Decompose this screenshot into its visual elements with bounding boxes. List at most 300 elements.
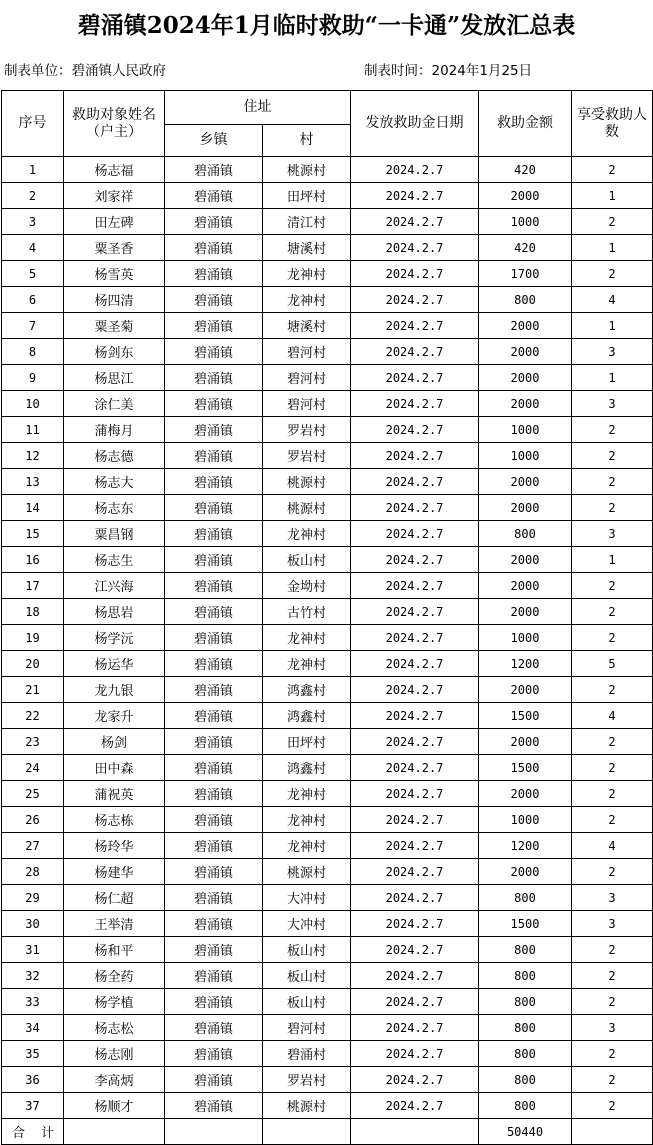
header-amount: 救助金额 <box>479 91 572 157</box>
amount-cell: 420 <box>479 157 572 183</box>
date-cell: 2024.2.7 <box>351 625 479 651</box>
date-cell: 2024.2.7 <box>351 365 479 391</box>
village-cell: 清江村 <box>263 209 351 235</box>
people-cell: 2 <box>572 573 653 599</box>
table-row <box>2 469 653 495</box>
table-row <box>2 313 653 339</box>
seq-cell: 3 <box>2 209 64 235</box>
people-cell: 4 <box>572 703 653 729</box>
name-cell: 龙家升 <box>64 703 165 729</box>
amount-cell: 2000 <box>479 859 572 885</box>
table-row <box>2 729 653 755</box>
village-cell: 鸿鑫村 <box>263 755 351 781</box>
amount-cell: 800 <box>479 1041 572 1067</box>
amount-cell: 1500 <box>479 911 572 937</box>
town-cell: 碧涌镇 <box>165 781 263 807</box>
name-cell: 杨志松 <box>64 1015 165 1041</box>
amount-cell: 800 <box>479 521 572 547</box>
date-cell: 2024.2.7 <box>351 157 479 183</box>
table-row <box>2 781 653 807</box>
town-cell: 碧涌镇 <box>165 521 263 547</box>
town-cell: 碧涌镇 <box>165 859 263 885</box>
seq-cell: 26 <box>2 807 64 833</box>
town-cell: 碧涌镇 <box>165 833 263 859</box>
table-row <box>2 1067 653 1093</box>
village-cell: 鸿鑫村 <box>263 703 351 729</box>
table-row <box>2 625 653 651</box>
header-village: 村 <box>263 125 351 157</box>
seq-cell: 36 <box>2 1067 64 1093</box>
people-cell: 2 <box>572 495 653 521</box>
amount-cell: 1200 <box>479 651 572 677</box>
date-cell: 2024.2.7 <box>351 547 479 573</box>
total-row <box>2 1119 653 1145</box>
amount-cell: 800 <box>479 287 572 313</box>
date-cell: 2024.2.7 <box>351 703 479 729</box>
town-cell: 碧涌镇 <box>165 183 263 209</box>
people-cell: 2 <box>572 781 653 807</box>
people-cell: 2 <box>572 157 653 183</box>
table-row <box>2 235 653 261</box>
name-cell: 粟圣菊 <box>64 313 165 339</box>
name-cell: 杨运华 <box>64 651 165 677</box>
town-cell: 碧涌镇 <box>165 495 263 521</box>
town-cell: 碧涌镇 <box>165 885 263 911</box>
amount-cell: 2000 <box>479 547 572 573</box>
table-row <box>2 339 653 365</box>
amount-cell: 2000 <box>479 391 572 417</box>
amount-cell: 2000 <box>479 677 572 703</box>
header-town: 乡镇 <box>165 125 263 157</box>
seq-cell: 13 <box>2 469 64 495</box>
amount-cell: 1000 <box>479 625 572 651</box>
table-row <box>2 937 653 963</box>
name-cell: 杨和平 <box>64 937 165 963</box>
name-cell: 杨志栋 <box>64 807 165 833</box>
table-row <box>2 417 653 443</box>
name-cell: 田中森 <box>64 755 165 781</box>
people-cell: 2 <box>572 599 653 625</box>
town-cell: 碧涌镇 <box>165 365 263 391</box>
date-cell: 2024.2.7 <box>351 755 479 781</box>
seq-cell: 32 <box>2 963 64 989</box>
village-cell: 碧河村 <box>263 1015 351 1041</box>
name-cell: 杨玲华 <box>64 833 165 859</box>
date-cell: 2024.2.7 <box>351 313 479 339</box>
date-cell: 2024.2.7 <box>351 521 479 547</box>
table-row <box>2 521 653 547</box>
amount-cell: 1000 <box>479 209 572 235</box>
village-cell: 塘溪村 <box>263 235 351 261</box>
name-cell: 江兴海 <box>64 573 165 599</box>
people-cell: 2 <box>572 1093 653 1119</box>
seq-cell: 35 <box>2 1041 64 1067</box>
date-cell: 2024.2.7 <box>351 1015 479 1041</box>
people-cell: 2 <box>572 807 653 833</box>
seq-cell: 14 <box>2 495 64 521</box>
town-cell: 碧涌镇 <box>165 729 263 755</box>
people-cell: 2 <box>572 989 653 1015</box>
name-cell: 杨思江 <box>64 365 165 391</box>
table-row <box>2 209 653 235</box>
village-cell: 碧河村 <box>263 365 351 391</box>
relief-summary-table <box>1 90 653 1145</box>
village-cell: 大冲村 <box>263 911 351 937</box>
name-cell: 粟昌钢 <box>64 521 165 547</box>
table-row <box>2 859 653 885</box>
town-cell: 碧涌镇 <box>165 339 263 365</box>
village-cell: 龙神村 <box>263 781 351 807</box>
name-cell: 杨学植 <box>64 989 165 1015</box>
name-cell: 田左碑 <box>64 209 165 235</box>
amount-cell: 800 <box>479 963 572 989</box>
amount-cell: 2000 <box>479 183 572 209</box>
total-cell-empty <box>572 1119 653 1145</box>
date-cell: 2024.2.7 <box>351 261 479 287</box>
village-cell: 板山村 <box>263 547 351 573</box>
seq-cell: 9 <box>2 365 64 391</box>
table-row <box>2 365 653 391</box>
town-cell: 碧涌镇 <box>165 157 263 183</box>
people-cell: 2 <box>572 443 653 469</box>
date-cell: 2024.2.7 <box>351 1093 479 1119</box>
village-cell: 碧涌村 <box>263 1041 351 1067</box>
date-cell: 2024.2.7 <box>351 287 479 313</box>
table-row <box>2 261 653 287</box>
date-cell: 2024.2.7 <box>351 391 479 417</box>
name-cell: 杨四清 <box>64 287 165 313</box>
table-row <box>2 885 653 911</box>
amount-cell: 800 <box>479 937 572 963</box>
date-cell: 2024.2.7 <box>351 1067 479 1093</box>
date-cell: 2024.2.7 <box>351 495 479 521</box>
people-cell: 2 <box>572 469 653 495</box>
town-cell: 碧涌镇 <box>165 417 263 443</box>
total-cell-empty <box>64 1119 165 1145</box>
town-cell: 碧涌镇 <box>165 807 263 833</box>
village-cell: 桃源村 <box>263 469 351 495</box>
people-cell: 2 <box>572 1041 653 1067</box>
seq-cell: 18 <box>2 599 64 625</box>
village-cell: 大冲村 <box>263 885 351 911</box>
name-cell: 杨雪英 <box>64 261 165 287</box>
header-date: 发放救助金日期 <box>351 91 479 157</box>
people-cell: 1 <box>572 547 653 573</box>
header-address: 住址 <box>165 91 351 125</box>
seq-cell: 33 <box>2 989 64 1015</box>
village-cell: 龙神村 <box>263 625 351 651</box>
people-cell: 1 <box>572 235 653 261</box>
issuing-unit: 制表单位：碧涌镇人民政府 <box>4 63 166 79</box>
people-cell: 3 <box>572 1015 653 1041</box>
people-cell: 3 <box>572 391 653 417</box>
seq-cell: 37 <box>2 1093 64 1119</box>
date-cell: 2024.2.7 <box>351 859 479 885</box>
people-cell: 3 <box>572 911 653 937</box>
village-cell: 桃源村 <box>263 157 351 183</box>
amount-cell: 1000 <box>479 807 572 833</box>
date-cell: 2024.2.7 <box>351 677 479 703</box>
date-cell: 2024.2.7 <box>351 729 479 755</box>
seq-cell: 27 <box>2 833 64 859</box>
name-cell: 涂仁美 <box>64 391 165 417</box>
town-cell: 碧涌镇 <box>165 1067 263 1093</box>
date-cell: 2024.2.7 <box>351 937 479 963</box>
date-cell: 2024.2.7 <box>351 911 479 937</box>
town-cell: 碧涌镇 <box>165 391 263 417</box>
name-cell: 粟圣香 <box>64 235 165 261</box>
people-cell: 1 <box>572 313 653 339</box>
amount-cell: 800 <box>479 885 572 911</box>
town-cell: 碧涌镇 <box>165 1041 263 1067</box>
town-cell: 碧涌镇 <box>165 209 263 235</box>
date-cell: 2024.2.7 <box>351 443 479 469</box>
people-cell: 2 <box>572 755 653 781</box>
table-row <box>2 573 653 599</box>
name-cell: 杨思岩 <box>64 599 165 625</box>
town-cell: 碧涌镇 <box>165 469 263 495</box>
town-cell: 碧涌镇 <box>165 235 263 261</box>
table-row <box>2 1041 653 1067</box>
date-cell: 2024.2.7 <box>351 235 479 261</box>
name-cell: 杨学沅 <box>64 625 165 651</box>
seq-cell: 34 <box>2 1015 64 1041</box>
seq-cell: 25 <box>2 781 64 807</box>
people-cell: 3 <box>572 339 653 365</box>
date-cell: 2024.2.7 <box>351 781 479 807</box>
table-row <box>2 1015 653 1041</box>
table-row <box>2 443 653 469</box>
village-cell: 板山村 <box>263 937 351 963</box>
village-cell: 龙神村 <box>263 287 351 313</box>
page-title: 碧涌镇2024年1月临时救助“一卡通”发放汇总表 <box>77 12 576 39</box>
village-cell: 田坪村 <box>263 729 351 755</box>
amount-cell: 1500 <box>479 703 572 729</box>
name-cell: 杨志德 <box>64 443 165 469</box>
people-cell: 5 <box>572 651 653 677</box>
amount-cell: 2000 <box>479 495 572 521</box>
people-cell: 2 <box>572 1067 653 1093</box>
amount-cell: 2000 <box>479 365 572 391</box>
people-cell: 3 <box>572 885 653 911</box>
date-cell: 2024.2.7 <box>351 989 479 1015</box>
name-cell: 李高炳 <box>64 1067 165 1093</box>
name-cell: 杨全药 <box>64 963 165 989</box>
amount-cell: 2000 <box>479 781 572 807</box>
table-row <box>2 989 653 1015</box>
town-cell: 碧涌镇 <box>165 989 263 1015</box>
people-cell: 4 <box>572 833 653 859</box>
name-cell: 杨仁超 <box>64 885 165 911</box>
amount-cell: 1200 <box>479 833 572 859</box>
seq-cell: 11 <box>2 417 64 443</box>
header-name: 救助对象姓名（户主） <box>64 91 165 157</box>
town-cell: 碧涌镇 <box>165 937 263 963</box>
village-cell: 龙神村 <box>263 261 351 287</box>
amount-cell: 2000 <box>479 573 572 599</box>
date-cell: 2024.2.7 <box>351 183 479 209</box>
total-cell-empty <box>351 1119 479 1145</box>
date-cell: 2024.2.7 <box>351 833 479 859</box>
seq-cell: 24 <box>2 755 64 781</box>
date-cell: 2024.2.7 <box>351 469 479 495</box>
people-cell: 2 <box>572 963 653 989</box>
seq-cell: 2 <box>2 183 64 209</box>
amount-cell: 800 <box>479 1093 572 1119</box>
total-label: 合 计 <box>2 1119 64 1145</box>
table-row <box>2 807 653 833</box>
town-cell: 碧涌镇 <box>165 547 263 573</box>
amount-cell: 1000 <box>479 443 572 469</box>
seq-cell: 23 <box>2 729 64 755</box>
date-cell: 2024.2.7 <box>351 885 479 911</box>
seq-cell: 7 <box>2 313 64 339</box>
name-cell: 杨顺才 <box>64 1093 165 1119</box>
name-cell: 王举清 <box>64 911 165 937</box>
amount-cell: 1000 <box>479 417 572 443</box>
seq-cell: 30 <box>2 911 64 937</box>
town-cell: 碧涌镇 <box>165 599 263 625</box>
amount-cell: 2000 <box>479 599 572 625</box>
seq-cell: 20 <box>2 651 64 677</box>
seq-cell: 22 <box>2 703 64 729</box>
table-row <box>2 833 653 859</box>
seq-cell: 10 <box>2 391 64 417</box>
header-people: 享受救助人数 <box>572 91 653 157</box>
date-cell: 2024.2.7 <box>351 339 479 365</box>
table-row <box>2 677 653 703</box>
table-row <box>2 911 653 937</box>
amount-cell: 420 <box>479 235 572 261</box>
village-cell: 碧河村 <box>263 391 351 417</box>
town-cell: 碧涌镇 <box>165 755 263 781</box>
village-cell: 罗岩村 <box>263 443 351 469</box>
table-row <box>2 183 653 209</box>
village-cell: 鸿鑫村 <box>263 677 351 703</box>
village-cell: 罗岩村 <box>263 417 351 443</box>
people-cell: 2 <box>572 625 653 651</box>
people-cell: 2 <box>572 417 653 443</box>
village-cell: 塘溪村 <box>263 313 351 339</box>
people-cell: 1 <box>572 365 653 391</box>
amount-cell: 1700 <box>479 261 572 287</box>
table-row <box>2 703 653 729</box>
table-row <box>2 391 653 417</box>
town-cell: 碧涌镇 <box>165 573 263 599</box>
village-cell: 桃源村 <box>263 495 351 521</box>
people-cell: 4 <box>572 287 653 313</box>
town-cell: 碧涌镇 <box>165 911 263 937</box>
total-cell-empty <box>263 1119 351 1145</box>
people-cell: 2 <box>572 677 653 703</box>
village-cell: 罗岩村 <box>263 1067 351 1093</box>
total-amount: 50440 <box>479 1119 572 1145</box>
amount-cell: 2000 <box>479 729 572 755</box>
date-cell: 2024.2.7 <box>351 573 479 599</box>
town-cell: 碧涌镇 <box>165 963 263 989</box>
village-cell: 板山村 <box>263 989 351 1015</box>
village-cell: 板山村 <box>263 963 351 989</box>
village-cell: 桃源村 <box>263 1093 351 1119</box>
seq-cell: 31 <box>2 937 64 963</box>
name-cell: 杨志福 <box>64 157 165 183</box>
name-cell: 刘家祥 <box>64 183 165 209</box>
town-cell: 碧涌镇 <box>165 443 263 469</box>
name-cell: 蒲祝英 <box>64 781 165 807</box>
table-row <box>2 157 653 183</box>
date-cell: 2024.2.7 <box>351 1041 479 1067</box>
name-cell: 杨建华 <box>64 859 165 885</box>
amount-cell: 1500 <box>479 755 572 781</box>
town-cell: 碧涌镇 <box>165 261 263 287</box>
name-cell: 杨剑 <box>64 729 165 755</box>
village-cell: 桃源村 <box>263 859 351 885</box>
village-cell: 田坪村 <box>263 183 351 209</box>
name-cell: 蒲梅月 <box>64 417 165 443</box>
amount-cell: 2000 <box>479 313 572 339</box>
date-cell: 2024.2.7 <box>351 599 479 625</box>
table-row <box>2 963 653 989</box>
name-cell: 杨志生 <box>64 547 165 573</box>
town-cell: 碧涌镇 <box>165 651 263 677</box>
amount-cell: 800 <box>479 1015 572 1041</box>
village-cell: 龙神村 <box>263 807 351 833</box>
people-cell: 2 <box>572 937 653 963</box>
table-row <box>2 547 653 573</box>
name-cell: 杨剑东 <box>64 339 165 365</box>
table-row <box>2 755 653 781</box>
village-cell: 龙神村 <box>263 651 351 677</box>
amount-cell: 800 <box>479 1067 572 1093</box>
table-row <box>2 1093 653 1119</box>
issue-time: 制表时间：2024年1月25日 <box>364 63 533 79</box>
village-cell: 碧河村 <box>263 339 351 365</box>
date-cell: 2024.2.7 <box>351 417 479 443</box>
town-cell: 碧涌镇 <box>165 703 263 729</box>
seq-cell: 28 <box>2 859 64 885</box>
seq-cell: 8 <box>2 339 64 365</box>
town-cell: 碧涌镇 <box>165 287 263 313</box>
date-cell: 2024.2.7 <box>351 209 479 235</box>
date-cell: 2024.2.7 <box>351 651 479 677</box>
people-cell: 2 <box>572 859 653 885</box>
name-cell: 杨志东 <box>64 495 165 521</box>
people-cell: 1 <box>572 183 653 209</box>
amount-cell: 2000 <box>479 469 572 495</box>
seq-cell: 15 <box>2 521 64 547</box>
seq-cell: 16 <box>2 547 64 573</box>
village-cell: 金坳村 <box>263 573 351 599</box>
village-cell: 龙神村 <box>263 833 351 859</box>
village-cell: 古竹村 <box>263 599 351 625</box>
people-cell: 2 <box>572 729 653 755</box>
table-row <box>2 287 653 313</box>
name-cell: 杨志刚 <box>64 1041 165 1067</box>
village-cell: 龙神村 <box>263 521 351 547</box>
seq-cell: 12 <box>2 443 64 469</box>
people-cell: 2 <box>572 209 653 235</box>
people-cell: 2 <box>572 261 653 287</box>
name-cell: 龙九银 <box>64 677 165 703</box>
table-row <box>2 599 653 625</box>
table-row <box>2 495 653 521</box>
town-cell: 碧涌镇 <box>165 313 263 339</box>
seq-cell: 21 <box>2 677 64 703</box>
name-cell: 杨志大 <box>64 469 165 495</box>
date-cell: 2024.2.7 <box>351 807 479 833</box>
amount-cell: 800 <box>479 989 572 1015</box>
town-cell: 碧涌镇 <box>165 677 263 703</box>
